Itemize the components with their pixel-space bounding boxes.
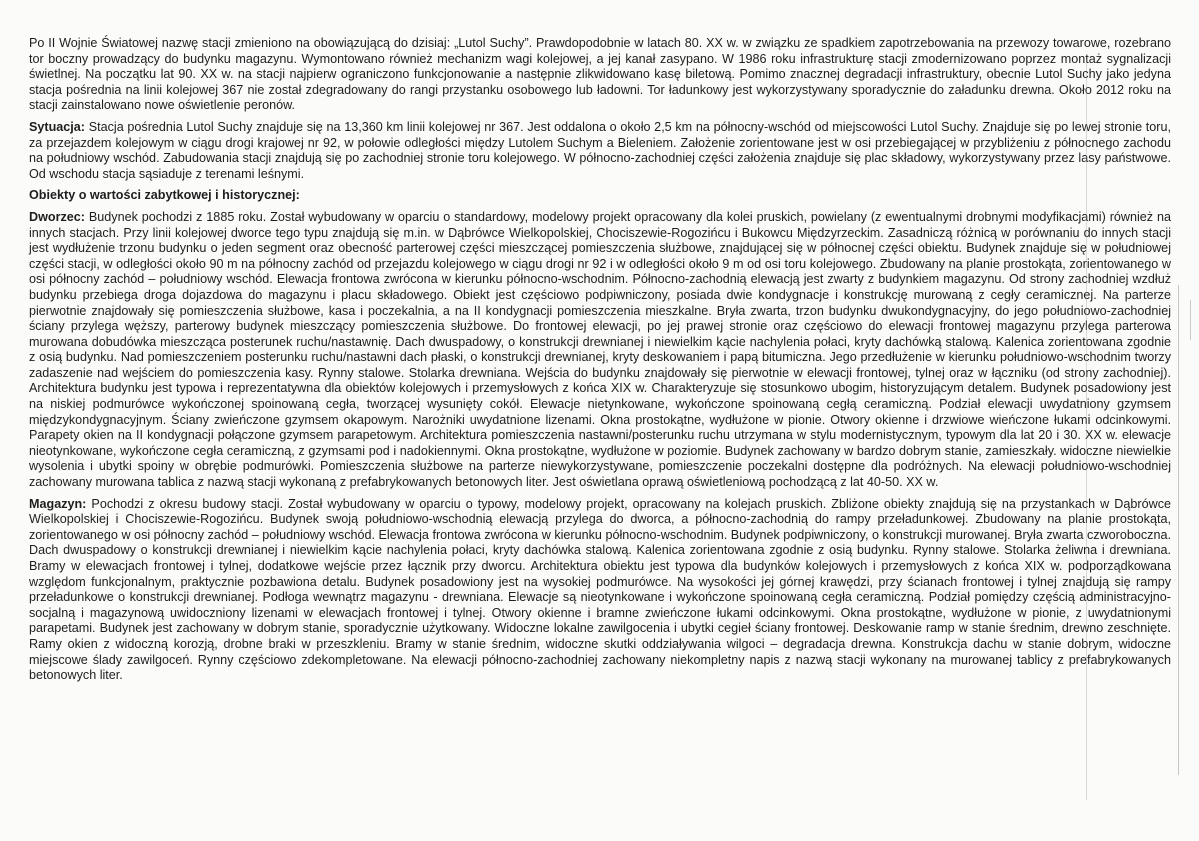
warehouse-label: Magazyn:: [29, 496, 87, 511]
scan-artifact-line: [1086, 60, 1087, 800]
intro-paragraph: Po II Wojnie Światowej nazwę stacji zmieniono na obowiązującą do dzisiaj: „Lutol Suchy”. Prawdopodobnie w latach 80. XX w. w związku ze spadkiem zapotrzebowania na przewozy towarowe, rozebrano tor boczny prowadzący do budynku magazynu. Wymontowano również mechanizm wagi kolejowej, a jej kanał zasypano. W 1986 roku infrastrukturę stacji zmodernizowano poprzez montaż sygnalizacji świetlnej. Na początku lat 90. XX w. na stacji najpierw ograniczono funkcjonowanie a następnie zlikwidowano kasę biletową. Pomimo znacznej degradacji infrastruktury, obecnie Lutol Suchy jako jedyna stacja pośrednia na linii kolejowej 367 nie został zdegradowany do rangi przystanku osobowego lub ładowni. Tor ładunkowy jest wykorzystywany sporadycznie do załadunku drewna. Około 2012 roku na stacji zainstalowano nowe oświetlenie peronów.: [29, 36, 1171, 113]
station-label: Dworzec:: [29, 209, 85, 224]
warehouse-text: Pochodzi z okresu budowy stacji. Został wybudowany w oparciu o typowy, modelowy projekt, opracowany na kolejach pruskich. Zbliżone obiekty znajdują się na przystankach w Dąbrówce Wielkopolskiej i Chociszewie-Rogozińcu. Budynek swoją południowo-wschodnią elewacją przylega do dworca, a północno-zachodnią do rampy przeładunkowej. Zbudowany na planie prostokąta, zorientowanego w osi północny zachód – południowy wschód. Elewacja frontowa zwrócona w kierunku północno-wschodnim. Budynek podpiwniczony, o konstrukcji murowanej. Bryła zwarta czworoboczna. Dach dwuspadowy o konstrukcji drewnianej i niewielkim kącie nachylenia połaci, kryty dachówka stalową. Kalenica zorientowana zgodnie z osią budynku. Rynny stalowe. Stolarka żeliwna i drewniana. Bramy w elewacjach frontowej i tylnej, dodatkowe wejście przez łącznik przy dworcu. Architektura obiektu jest typowa dla budynków kolejowych i przemysłowych z końca XIX w. podporządkowana względom funkcjonalnym, praktycznie pozbawiona detalu. Budynek posadowiony jest na wysokiej podmurówce. Na wysokości jej górnej krawędzi, przy ścianach frontowej i tylnej znajdują się rampy przeładunkowe o konstrukcji drewnianej. Podłoga wewnątrz magazynu - drewniana. Elewacje są nieotynkowane i wykończone spoinowaną cegła ceramiczną. Podział pomiędzy częścią administracyjno-socjalną i magazynową uwidoczniony lizenami w elewacjach frontowej i tylnej. Otwory okienne i bramne zwieńczone łukami odcinkowymi. Okna prostokątne, wydłużone w pionie, z uwydatnionymi parapetami. Budynek jest zachowany w dobrym stanie, sporadycznie użytkowany. Widoczne lokalne zawilgocenia i ubytki cegieł ściany frontowej. Deskowanie ramp w stanie średnim, drewno zeschnięte. Ramy okien z widoczną korozją, drobne braki w przeszkleniu. Bramy w stanie średnim, widoczne skutki oddziaływania wilgoci – degradacja drewna. Konstrukcja dachu w stanie dobrym, widoczne miejscowe ślady zawilgoceń. Rynny częściowo zdekompletowane. Na elewacji północno-zachodniej zachowany niekompletny napis z nazwą stacji wykonany na murowanej tablicy z prefabrykowanych betonowych liter.: [29, 496, 1171, 683]
warehouse-paragraph: [29, 497, 1171, 684]
station-text: Budynek pochodzi z 1885 roku. Został wybudowany w oparciu o standardowy, modelowy projekt opracowany dla kolei pruskich, powielany (z ewentualnymi drobnymi modyfikacjami) również na innych stacjach. Przy linii kolejowej dworce tego typu znajdują się m.in. w Dąbrówce Wielkopolskiej, Chociszewie-Rogozińcu i Bukowcu Międzyrzeckim. Zasadniczą różnicą w porównaniu do innych stacji jest wydłużenie trzonu budynku o jeden segment oraz obecność parterowej części mieszczącej pomieszczenia służbowe, znajdującej się w północnej części obiektu. Budynek znajduje się w południowej części stacji, w odległości około 90 m na północny zachód od przejazdu kolejowego w ciągu drogi nr 92 i w odległości około 9 m od osi toru kolejowego. Zbudowany na planie prostokąta, zorientowanego w osi północny zachód – południowy wschód. Elewacja frontowa zwrócona w kierunku północno-wschodnim. Północno-zachodnią elewacją jest zwarty z budynkiem magazynu. Od strony zachodniej wzdłuż budynku przebiega droga dojazdowa do magazynu i placu składowego. Obiekt jest częściowo podpiwniczony, posiada dwie kondygnacje i konstrukcję murowaną z cegły ceramicznej. Na parterze pierwotnie znajdowały się pomieszczenia służbowe, kasa i poczekalnia, a na II kondygnacji pomieszczenia mieszkalne. Bryła zwarta, trzon budynku dwukondygnacyjny, do jego południowo-zachodniej ściany przylega węższy, parterowy budynek mieszczący pomieszczenia służbowe. Do frontowej elewacji, po jej prawej stronie oraz częściowo do elewacji frontowej magazynu przylega parterowa murowana dobudówka mieszcząca posterunek ruchu/nastawnię. Dach dwuspadowy, o konstrukcji drewnianej i niewielkim kącie nachylenia połaci, kryty dachówką stalową. Kalenica zorientowana zgodnie z osią budynku. Nad pomieszczeniem posterunku ruchu/nastawni dach płaski, o konstrukcji drewnianej, kryty deskowaniem i papą bitumiczna. Jego przedłużenie w kierunku południowo-wschodnim tworzy zadaszenie nad wejściem do pomieszczenia kasy. Rynny stalowe. Stolarka drewniana. Wejścia do budynku znajdowały się pierwotnie w elewacji frontowej, tylnej oraz w łączniku (od strony zachodniej). Architektura budynku jest typowa i reprezentatywna dla obiektów kolejowych i przemysłowych z końca XIX w. Charakteryzuje się stosunkowo ubogim, historyzującym detalem. Budynek posadowiony jest na niskiej podmurówce wykończonej spoinowaną cegła, tworzącej wysunięty cokół. Elewacje nietynkowane, wykończone spoinowaną cegłą ceramiczną. Podział elewacji uwydatniony gzymsem międzykondygnacyjnym. Ściany zwieńczone gzymsem okapowym. Narożniki uwydatnione lizenami. Okna prostokątne, wydłużone w pionie. Otwory okienne i drzwiowe wieńczone łukami odcinkowymi. Parapety okien na II kondygnacji połączone gzymsem parapetowym. Architektura pomieszczenia nastawni/posterunku ruchu utrzymana w stylu modernistycznym, typowym dla lat 20 i 30. XX w. elewacje nieotynkowane, wykończone cegła ceramiczną, z gzymsami pod i nadokiennymi. Okna prostokątne, wydłużone w poziomie. Budynek zachowany w bardzo dobrym stanie, zamieszkały. widoczne niewielkie wysolenia i ubytki spoiny w obrębie podmurówki. Pomieszczenia służbowe na parterze niewykorzystywane, pomieszczenie poczekalni dostępne dla podróżnych. Na elewacji południowo-wschodniej zachowany murowana tablica z nazwą stacji wykonaną z prefabrykowanych betonowych liter. Jest oświetlana oprawą oświetleniową pochodzącą z lat 40-50. XX w.: [29, 209, 1171, 490]
objects-heading: Obiekty o wartości zabytkowej i historycznej:: [29, 188, 300, 203]
document-body: [29, 36, 1171, 690]
scan-artifact-line: [1190, 300, 1191, 340]
situation-text: Stacja pośrednia Lutol Suchy znajduje się na 13,360 km linii kolejowej nr 367. Jest oddalona o około 2,5 km na północny-wschód od miejscowości Lutol Suchy. Znajduje się po lewej stronie toru, za przejazdem kolejowym w ciągu drogi krajowej nr 92, w połowie odległości między Lutolem Suchym a Bieleniem. Założenie zorientowane jest w osi przebiegającej w przybliżeniu z północnego zachodu na południowy wschód. Zabudowania stacji znajdują się po zachodniej stronie toru kolejowego. W północno-zachodniej części założenia znajduje się plac składowy, wykorzystywany przez lasy państwowe. Od wschodu stacja sąsiaduje z terenami leśnymi.: [29, 119, 1171, 181]
scan-artifact-line: [1178, 285, 1179, 775]
situation-paragraph: [29, 120, 1171, 182]
situation-label: Sytuacja:: [29, 119, 85, 134]
station-paragraph: [29, 210, 1171, 491]
